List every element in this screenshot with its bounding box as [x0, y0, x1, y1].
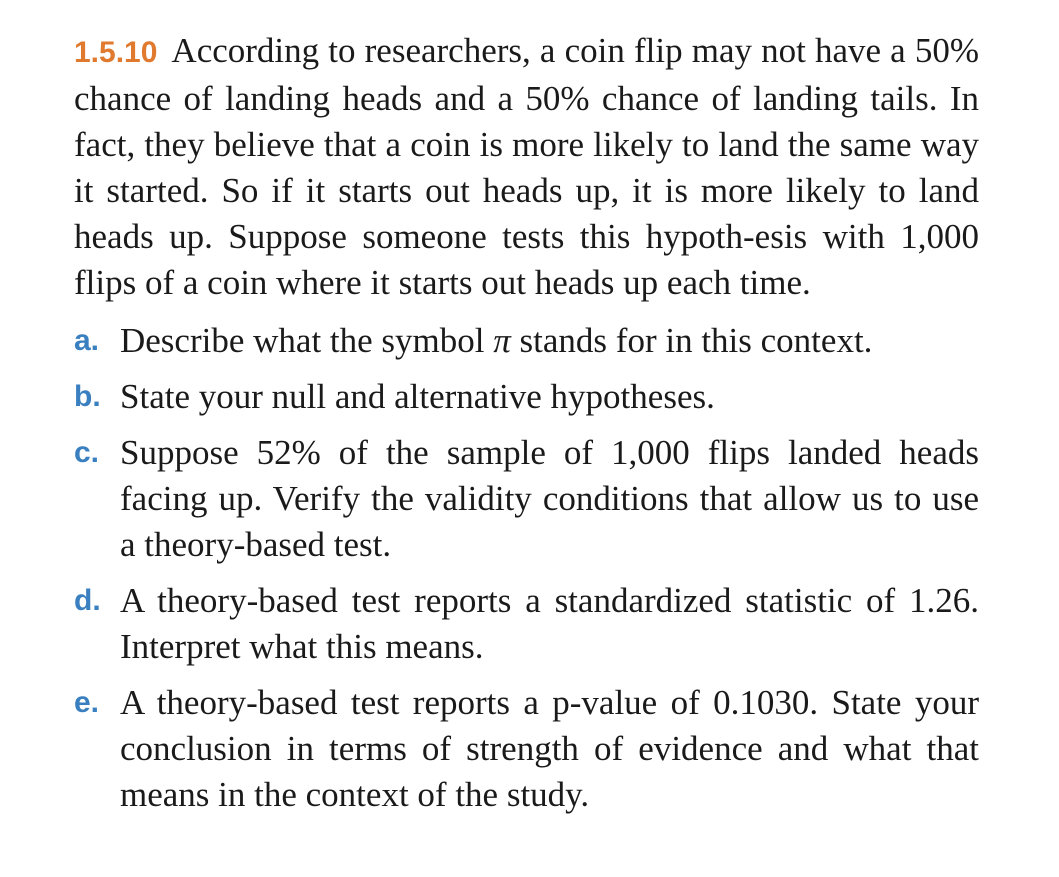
part-d [74, 578, 979, 670]
part-a-text-before: Describe what the symbol [120, 321, 494, 360]
part-b [74, 374, 979, 420]
part-b-letter: b. [74, 380, 101, 413]
part-d-letter: d. [74, 584, 101, 617]
problem-statement [74, 28, 979, 306]
exercise-page [74, 28, 979, 828]
part-a-letter: a. [74, 324, 100, 357]
part-b-text: State your null and alternative hypotheses. [120, 377, 715, 416]
part-c-letter: c. [74, 436, 100, 469]
question-parts [74, 318, 979, 818]
part-a-text-after: stands for in this context. [510, 321, 873, 360]
part-e-text: A theory-based test reports a p-value of 0.1030. State your conclusion in terms of strength of evidence and what that means in the context of the study. [120, 683, 979, 814]
problem-number: 1.5.10 [74, 36, 158, 69]
problem-text: According to researchers, a coin flip may not have a 50% chance of landing heads and a 50% chance of landing tails. In fact, they believe that a coin is more likely to land the same way it started. So if it starts out heads up, it is more likely to land heads up. Suppose someone tests this hypoth-esis with 1,000 flips of a coin where it starts out heads up each time. [74, 31, 979, 302]
part-c [74, 430, 979, 568]
pi-symbol: π [493, 321, 511, 360]
part-a [74, 318, 979, 364]
part-e-letter: e. [74, 686, 100, 719]
part-e [74, 680, 979, 818]
part-d-text: A theory-based test reports a standardized statistic of 1.26. Interpret what this means. [120, 581, 979, 666]
part-c-text: Suppose 52% of the sample of 1,000 flips landed heads facing up. Verify the validity conditions that allow us to use a theory-based test. [120, 433, 979, 564]
